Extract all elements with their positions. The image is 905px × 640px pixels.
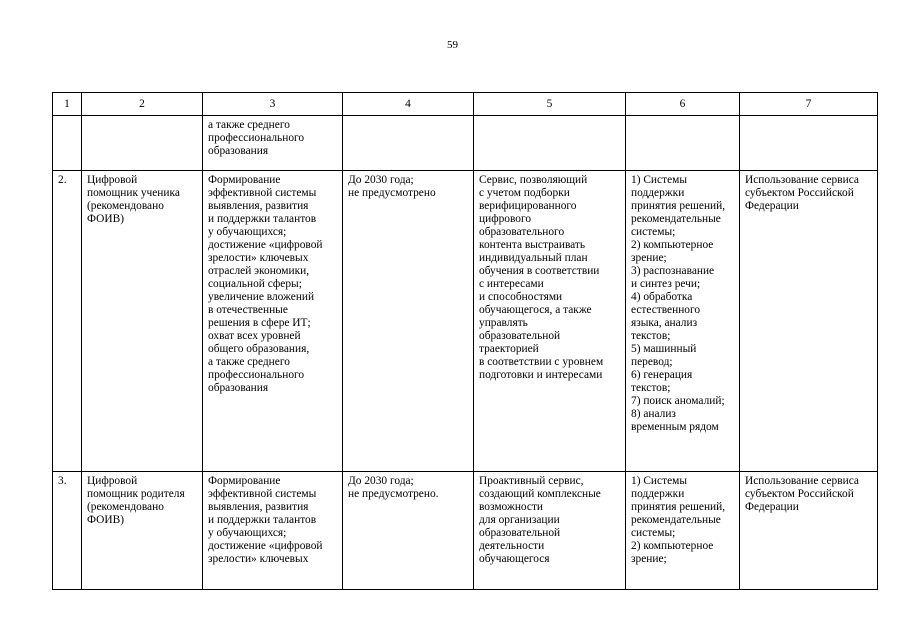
cell-line: 3.	[58, 475, 67, 487]
cell-line: отраслей экономики,	[208, 265, 310, 277]
cell-line: индивидуальный план	[479, 252, 588, 264]
cell-line: деятельности	[479, 540, 545, 552]
table-row-2	[53, 171, 878, 472]
cell-line: зрелости» ключевых	[208, 553, 309, 565]
cell-line: текстов;	[631, 330, 671, 342]
cell-line: образования	[208, 382, 269, 394]
cell-line: Федерации	[745, 200, 799, 212]
cell-goal	[203, 472, 343, 590]
cell-line: ФОИВ)	[87, 213, 124, 225]
cell-line: увеличение вложений	[208, 291, 315, 303]
cell-line: зрение;	[631, 252, 667, 264]
cell-line: системы;	[631, 527, 676, 539]
cell-line: и поддержки талантов	[208, 213, 317, 225]
cell-line: 5) машинный	[631, 343, 697, 355]
cell-indicator	[740, 472, 878, 590]
cell-description	[474, 472, 626, 590]
cell-line: достижение «цифровой	[208, 540, 323, 552]
table-row-3	[53, 472, 878, 590]
cell-line: образования	[208, 145, 269, 157]
cell-line: зрение;	[631, 553, 667, 565]
cell-line: 6) генерация	[631, 369, 693, 381]
cell-line: а также среднего	[208, 356, 290, 368]
cell-line: субъектом Российской	[745, 488, 854, 500]
cell-ai-technologies	[626, 472, 740, 590]
cell-line: Формирование	[208, 475, 281, 487]
cell-line: социальной сферы;	[208, 278, 302, 290]
cell-line: выявления, развития	[208, 200, 309, 212]
cell-line: обучения в соответствии	[479, 265, 600, 277]
cell-line: не предусмотрено.	[348, 488, 439, 500]
cell-line: и способностями	[479, 291, 563, 303]
cell-line: зрелости» ключевых	[208, 252, 309, 264]
cell-line: (рекомендовано	[87, 200, 164, 212]
cell-line: рекомендательные	[631, 213, 721, 225]
cell-line: Цифровой	[87, 174, 138, 186]
cell-line: поддержки	[631, 187, 685, 199]
header-cell-2: 2	[82, 93, 203, 116]
cell-service-name	[82, 171, 203, 472]
cell-line: решения в сфере ИТ;	[208, 317, 311, 329]
cell-line: рекомендательные	[631, 514, 721, 526]
cell-line: для организации	[479, 514, 560, 526]
cell-line: Сервис, позволяющий	[479, 174, 588, 186]
cell-line: помощник ученика	[87, 187, 180, 199]
cell-line: (рекомендовано	[87, 501, 164, 513]
cell-line: создающий комплексные	[479, 488, 601, 500]
cell-line: До 2030 года;	[348, 475, 414, 487]
cell-line: Федерации	[745, 501, 799, 513]
cell-description	[474, 116, 626, 171]
cell-line: образовательной	[479, 330, 561, 342]
cell-line: возможности	[479, 501, 544, 513]
cell-service-name	[82, 472, 203, 590]
cell-line: 2) компьютерное	[631, 239, 714, 251]
cell-line: Проактивный сервис,	[479, 475, 584, 487]
cell-ai-technologies	[626, 116, 740, 171]
cell-indicator	[740, 116, 878, 171]
cell-line: в соответствии с уровнем	[479, 356, 604, 368]
cell-line: поддержки	[631, 488, 685, 500]
table-header-row	[53, 93, 878, 116]
cell-line: Использование сервиса	[745, 174, 859, 186]
cell-line: помощник родителя	[87, 488, 185, 500]
cell-line: обучающегося	[479, 553, 550, 565]
cell-line: временным рядом	[631, 421, 719, 433]
cell-line: не предусмотрено	[348, 187, 436, 199]
cell-line: и поддержки талантов	[208, 514, 317, 526]
cell-line: а также среднего	[208, 119, 290, 131]
cell-line: и синтез речи;	[631, 278, 701, 290]
cell-line: текстов;	[631, 382, 671, 394]
cell-line: 2) компьютерное	[631, 540, 714, 552]
cell-line: принятия решений,	[631, 200, 726, 212]
cell-line: с учетом подборки	[479, 187, 570, 199]
cell-line: перевод;	[631, 356, 673, 368]
cell-line: системы;	[631, 226, 676, 238]
cell-service-name	[82, 116, 203, 171]
cell-line: контента выстраивать	[479, 239, 586, 251]
cell-number	[53, 171, 82, 472]
cell-deadline	[343, 116, 474, 171]
header-cell-5: 5	[474, 93, 626, 116]
cell-line: Цифровой	[87, 475, 138, 487]
cell-line: языка, анализ	[631, 317, 698, 329]
cell-line: обучающегося, а также	[479, 304, 592, 316]
header-cell-6: 6	[626, 93, 740, 116]
cell-line: цифрового	[479, 213, 532, 225]
cell-line: ФОИВ)	[87, 514, 124, 526]
cell-line: 1) Системы	[631, 475, 687, 487]
cell-line: верифицированного	[479, 200, 577, 212]
page-number: 59	[447, 39, 458, 51]
cell-line: у обучающихся;	[208, 226, 287, 238]
cell-line: профессионального	[208, 132, 305, 144]
cell-number	[53, 116, 82, 171]
cell-line: Формирование	[208, 174, 281, 186]
document-table	[52, 92, 878, 590]
cell-line: Использование сервиса	[745, 475, 859, 487]
header-cell-1: 1	[53, 93, 82, 116]
cell-indicator	[740, 171, 878, 472]
cell-line: 3) распознавание	[631, 265, 715, 277]
cell-deadline	[343, 171, 474, 472]
cell-goal	[203, 171, 343, 472]
header-cell-3: 3	[203, 93, 343, 116]
cell-line: 4) обработка	[631, 291, 693, 303]
cell-line: охват всех уровней	[208, 330, 301, 342]
table-row-continuation	[53, 116, 878, 171]
cell-ai-technologies	[626, 171, 740, 472]
cell-line: с интересами	[479, 278, 544, 290]
header-cell-7: 7	[740, 93, 878, 116]
cell-line: субъектом Российской	[745, 187, 854, 199]
cell-line: 8) анализ	[631, 408, 676, 420]
cell-line: 1) Системы	[631, 174, 687, 186]
cell-line: До 2030 года;	[348, 174, 414, 186]
cell-line: траекторией	[479, 343, 539, 355]
cell-description	[474, 171, 626, 472]
cell-line: у обучающихся;	[208, 527, 287, 539]
cell-goal	[203, 116, 343, 171]
cell-line: принятия решений,	[631, 501, 726, 513]
header-cell-4: 4	[343, 93, 474, 116]
cell-line: выявления, развития	[208, 501, 309, 513]
cell-line: подготовки и интересами	[479, 369, 603, 381]
cell-line: в отечественные	[208, 304, 288, 316]
cell-line: 7) поиск аномалий;	[631, 395, 725, 407]
cell-line: достижение «цифровой	[208, 239, 323, 251]
cell-line: управлять	[479, 317, 528, 329]
cell-line: 2.	[58, 174, 67, 186]
cell-line: эффективной системы	[208, 488, 317, 500]
cell-line: эффективной системы	[208, 187, 317, 199]
cell-line: образовательной	[479, 527, 561, 539]
cell-number	[53, 472, 82, 590]
cell-line: естественного	[631, 304, 701, 316]
cell-line: общего образования,	[208, 343, 310, 355]
cell-line: профессионального	[208, 369, 305, 381]
cell-line: образовательного	[479, 226, 565, 238]
cell-deadline	[343, 472, 474, 590]
